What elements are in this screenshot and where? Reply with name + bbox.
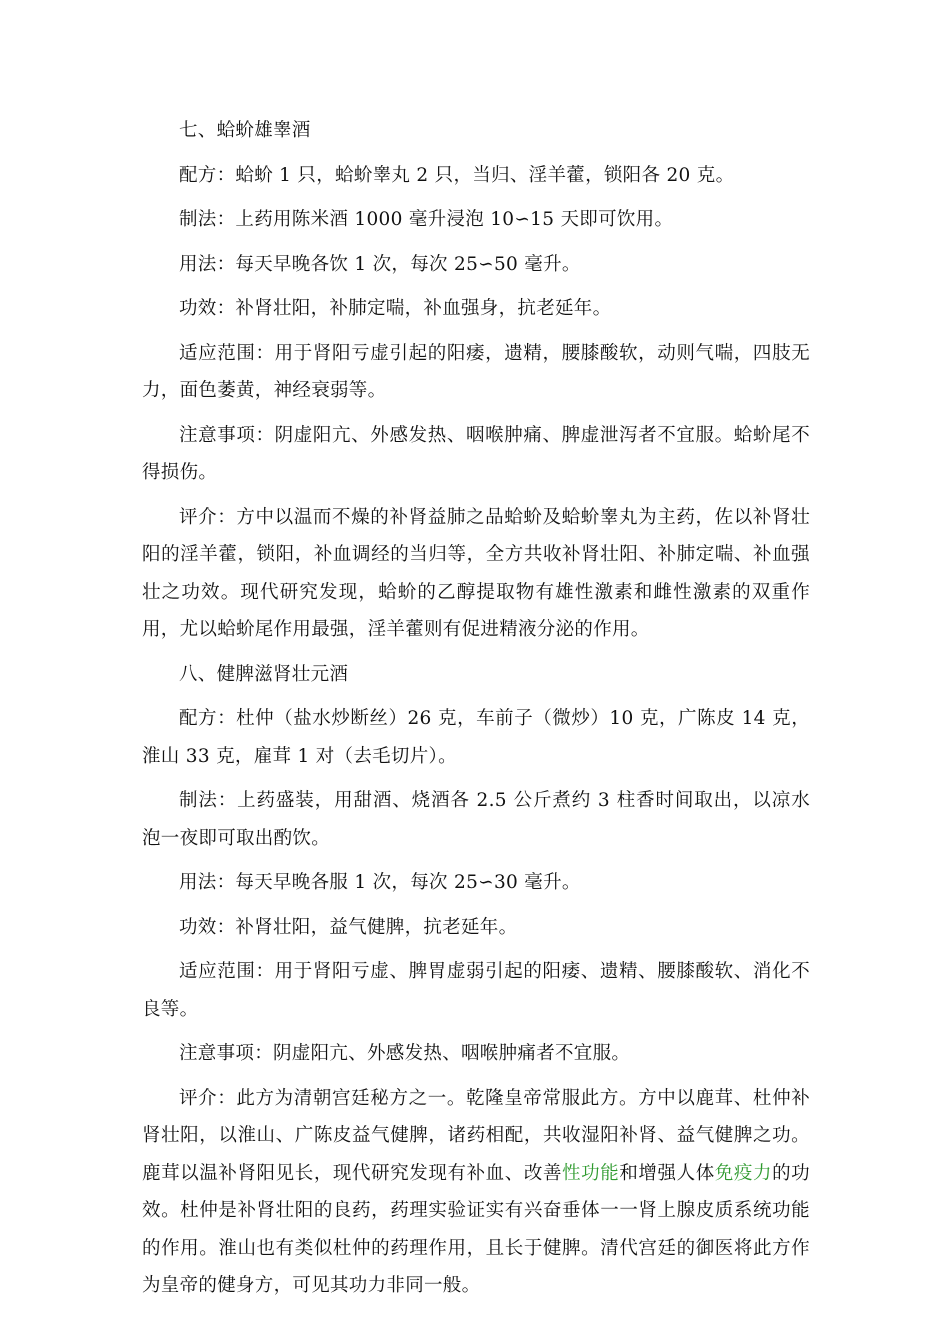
- recipe-8-commentary: [142, 1080, 810, 1305]
- recipe-8-formula: 配方：杜仲（盐水炒断丝）26 克，车前子（微炒）10 克，广陈皮 14 克，淮山 33 克，雇茸 1 对（去毛切片）。: [142, 708, 810, 767]
- sexual-function-link[interactable]: 性功能: [562, 1162, 620, 1184]
- recipe-7-precautions: 注意事项：阴虚阳亢、外感发热、咽喉肿痛、脾虚泄泻者不宜服。蛤蚧尾不得损伤。: [142, 424, 810, 483]
- recipe-7-commentary: 评介：方中以温而不燥的补肾益肺之品蛤蚧及蛤蚧睾丸为主药，佐以补肾壮阳的淫羊藿，锁阳，补血调经的当归等，全方共收补肾壮阳、补肺定喘、补血强壮之功效。现代研究发现，蛤蚧的乙醇提取物有雄性激素和雌性激素的双重作用，尤以蛤蚧尾作用最强，淫羊藿则有促进精液分泌的作用。: [142, 506, 810, 640]
- commentary-text-3: 的功效。杜仲是补肾壮阳的良药，药理实验证实有兴奋垂体一一肾上腺皮质系统功能的作用。淮山也有类似杜仲的药理作用，且长于健脾。清代宫廷的御医将此方作为皇帝的健身方，可见其功力非同一般。: [142, 1162, 810, 1296]
- immunity-link[interactable]: 免疫力: [714, 1162, 773, 1184]
- document-page: [142, 112, 810, 1312]
- recipe-8-usage: 用法：每天早晚各服 1 次，每次 25∽30 毫升。: [179, 872, 581, 893]
- recipe-8-preparation: 制法：上药盛装，用甜酒、烧酒各 2.5 公斤煮约 3 柱香时间取出，以凉水泡一夜即可取出酌饮。: [142, 790, 810, 849]
- section-heading-7: 七、蛤蚧雄睾酒: [179, 120, 311, 141]
- recipe-8-indications: 适应范围：用于肾阳亏虚、脾胃虚弱引起的阳痿、遗精、腰膝酸软、消化不良等。: [142, 961, 810, 1020]
- commentary-text-1: 评介：此方为清朝宫廷秘方之一。乾隆皇帝常服此方。方中以鹿茸、杜仲补肾壮阳，以淮山、广陈皮益气健脾，诸药相配，共收湿阳补肾、益气健脾之功。鹿茸以温补肾阳见长，现代研究发现有补血、改善: [142, 1087, 810, 1184]
- recipe-8-precautions: 注意事项：阴虚阳亢、外感发热、咽喉肿痛者不宜服。: [179, 1043, 631, 1064]
- recipe-8-efficacy: 功效：补肾壮阳，益气健脾，抗老延年。: [179, 916, 518, 938]
- section-heading-8: 八、健脾滋肾壮元酒: [179, 663, 349, 685]
- recipe-7-indications: 适应范围：用于肾阳亏虚引起的阳痿，遗精，腰膝酸软，动则气喘，四肢无力，面色萎黄，神经衰弱等。: [142, 342, 810, 401]
- recipe-7-preparation: 制法：上药用陈米酒 1000 毫升浸泡 10∽15 天即可饮用。: [179, 209, 674, 230]
- commentary-text-2: 和增强人体: [619, 1162, 715, 1184]
- recipe-7-efficacy: 功效：补肾壮阳，补肺定喘，补血强身，抗老延年。: [179, 298, 612, 319]
- recipe-7-formula: 配方：蛤蚧 1 只，蛤蚧睾丸 2 只，当归、淫羊藿，锁阳各 20 克。: [179, 164, 735, 186]
- recipe-7-usage: 用法：每天早晚各饮 1 次，每次 25∽50 毫升。: [179, 253, 581, 275]
